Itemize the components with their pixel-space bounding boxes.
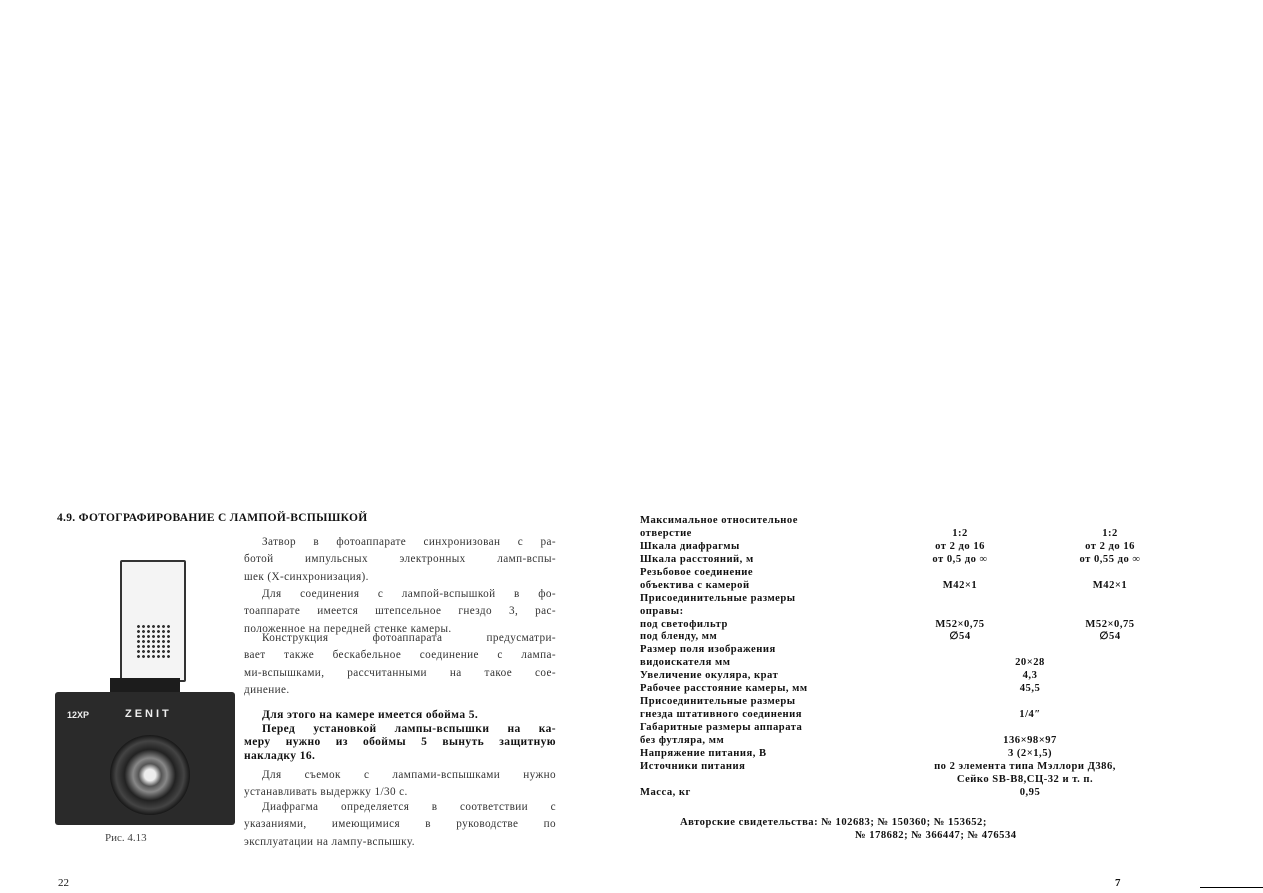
spec-label: Размер поля изображения [640,644,776,656]
text-line: меру нужно из обоймы 5 вынуть защитную [244,736,556,749]
spec-value-lens-2: ∅54 [1099,631,1121,643]
camera-brand-label: ZENIT [125,708,172,720]
flash-unit-image [120,560,186,682]
text-line: шек (Х-синхронизация). [244,570,369,583]
text-line: Перед установкой лампы-вспышки на ка- [262,722,556,735]
paragraph-aperture [244,799,556,851]
spec-row [640,787,1160,800]
spec-row [640,580,1160,593]
spec-row [640,696,1160,709]
spec-row [640,631,1160,644]
spec-label: гнезда штативного соединения [640,709,802,721]
text-line: ботой импульсных электронных ламп-вспы- [244,553,556,566]
spec-value: 20×28 [1015,657,1045,669]
paragraph-shutter [244,767,556,802]
spec-value-lens-2: 1:2 [1102,527,1118,539]
spec-label: Максимальное относительное [640,515,798,526]
patents-line-1: Авторские свидетельства: № 102683; № 150360; № 153652; [680,817,987,828]
paragraph-cableless [244,630,556,699]
spec-label: Присоединительные размеры [640,696,796,708]
spec-row [640,683,1160,696]
text-line: эксплуатации на лампу-вспышку. [244,835,415,848]
text-line: тоаппарате имеется штепсельное гнездо 3, рас- [244,605,556,618]
text-line: ми-вспышками, рассчитанными на такое сое- [244,666,556,679]
spec-value: 0,95 [1019,786,1041,798]
spec-row [640,735,1160,748]
spec-label: Шкала расстояний, м [640,553,754,565]
section-heading: 4.9. ФОТОГРАФИРОВАНИЕ С ЛАМПОЙ-ВСПЫШКОЙ [57,512,368,524]
spec-label: Рабочее расстояние камеры, мм [640,683,808,695]
text-line: динение. [244,683,290,696]
text-line: указаниями, имеющимися в руководстве по [244,818,556,831]
spec-row [640,748,1160,761]
spec-value-lens-2: от 2 до 16 [1085,540,1135,552]
text-line: Для этого на камере имеется обойма 5. [262,709,479,721]
patents-line-2: № 178682; № 366447; № 476534 [855,830,1017,841]
camera-lens-image [110,735,190,815]
specifications-table [640,515,1160,800]
spec-row [640,774,1160,787]
spec-row [640,722,1160,735]
spec-row [640,554,1160,567]
spec-row [640,657,1160,670]
page-number-left: 22 [58,877,69,889]
spec-label: Масса, кг [640,786,691,798]
spec-row [640,644,1160,657]
spec-row [640,541,1160,554]
spec-value: 136×98×97 [1003,734,1057,746]
spec-label: отверстие [640,527,692,539]
figure-caption: Рис. 4.13 [105,832,147,844]
spec-row [640,761,1160,774]
page-number-right: 7 [1115,877,1121,889]
spec-label: Резьбовое соединение [640,566,754,578]
divider-line [1200,887,1263,888]
spec-value: 45,5 [1019,683,1041,695]
spec-value: по 2 элемента типа Мэллори Д386, [934,760,1116,772]
spec-row [640,606,1160,619]
spec-label: Шкала диафрагмы [640,540,740,552]
spec-row [640,619,1160,632]
spec-value-lens-1: М42×1 [942,579,978,591]
spec-label: Габаритные размеры аппарата [640,722,803,733]
figure-camera-with-flash [55,560,235,825]
text-line: Для съемок с лампами-вспышками нужно [262,769,556,781]
spec-value-lens-1: 1:2 [952,527,968,539]
text-line: Затвор в фотоаппарате синхронизован с ра- [262,536,556,548]
spec-value: Сейко SB-B8,СЦ-32 и т. п. [956,773,1094,785]
text-line: Для соединения с лампой-вспышкой в фо- [262,588,556,600]
spec-value-lens-1: от 2 до 16 [935,540,985,552]
paragraph-sync [244,534,556,586]
text-line: положенное на передней стенке камеры. [244,622,452,635]
spec-row [640,709,1160,722]
spec-value-lens-2: М52×0,75 [1085,618,1135,630]
spec-row [640,567,1160,580]
spec-label: Увеличение окуляра, крат [640,670,779,682]
text-line: накладку 16. [244,749,316,762]
spec-label: видоискателя мм [640,657,731,669]
spec-value-lens-2: от 0,55 до ∞ [1079,553,1141,565]
spec-value: 3 (2×1,5) [1007,747,1053,759]
text-line: устанавливать выдержку 1/30 с. [244,786,408,799]
spec-value: 4,3 [1022,670,1038,682]
spec-value-lens-1: М52×0,75 [935,618,985,630]
spec-label: Напряжение питания, В [640,747,767,759]
spec-label: объектива с камерой [640,579,750,591]
spec-row [640,528,1160,541]
spec-value-lens-1: от 0,5 до ∞ [932,553,988,565]
camera-model-label: 12XP [67,710,90,720]
spec-value: 1/4″ [1019,709,1041,721]
spec-row [640,670,1160,683]
text-line: Конструкция фотоаппарата предусматри- [262,632,556,644]
spec-label: под бленду, мм [640,631,718,643]
text-line: Диафрагма определяется в соответствии с [262,801,556,813]
spec-value-lens-2: М42×1 [1092,579,1128,591]
text-line: вает также бескабельное соединение с лампа- [244,649,556,662]
spec-label: оправы: [640,605,684,617]
spec-label: без футляра, мм [640,734,725,746]
spec-row [640,515,1160,528]
paragraph-clip [244,709,556,763]
patents-note [680,816,1017,842]
spec-value-lens-1: ∅54 [949,631,971,643]
spec-label: Источники питания [640,760,746,772]
spec-label: под светофильтр [640,618,728,630]
spec-label: Присоединительные размеры [640,592,796,604]
spec-row [640,593,1160,606]
